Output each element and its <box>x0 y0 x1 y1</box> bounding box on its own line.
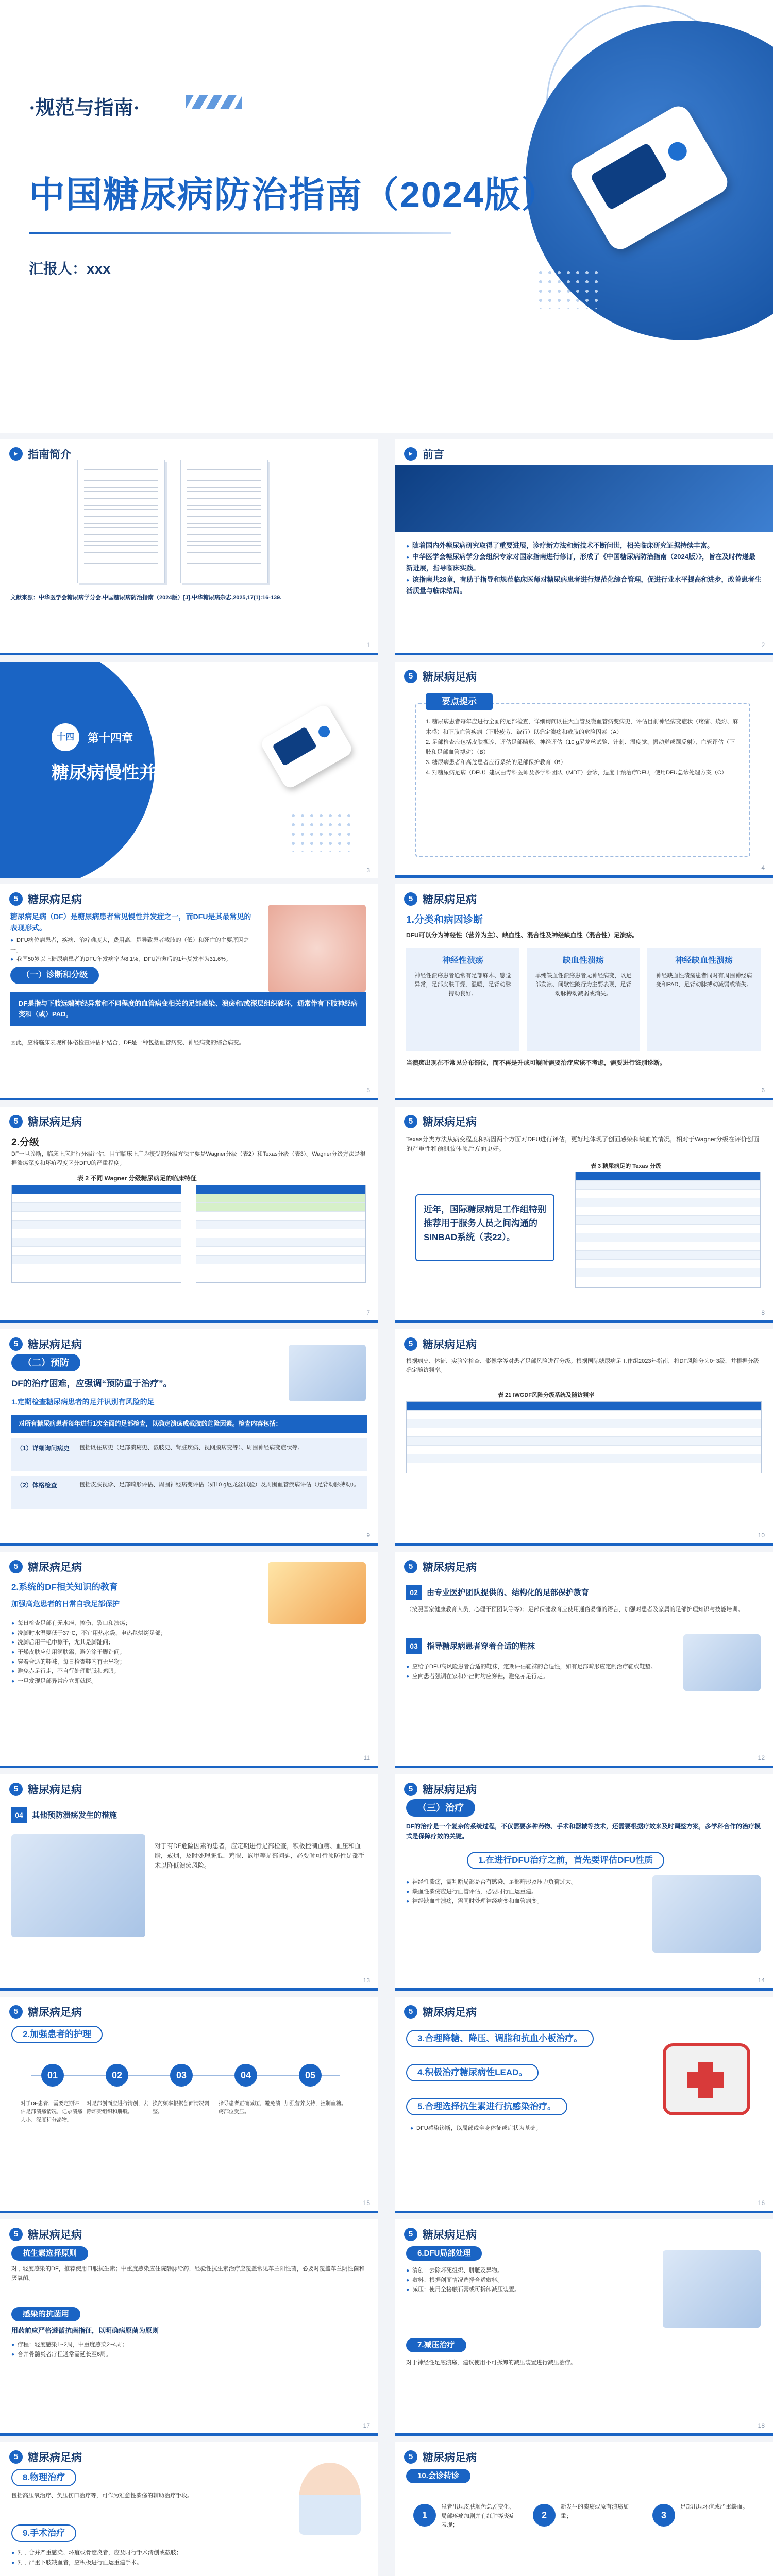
slide-treatment <box>395 1774 773 1991</box>
dot-pattern <box>289 811 350 852</box>
step-desc: 指导患者正确减压，避免溃疡部位受压。 <box>219 2101 280 2115</box>
section-number: 5 <box>9 2228 23 2241</box>
slide-local-treatment <box>395 2219 773 2436</box>
slide-title: 指南简介 <box>28 449 71 461</box>
citation: 文献来源：中华医学会糖尿病学分会.中国糖尿病防治指南（2024版）[J].中华糖尿病杂志,2025,17(1):16-139. <box>10 595 282 601</box>
slide-nursing <box>0 1997 378 2213</box>
page-number: 4 <box>761 864 765 871</box>
page-number: 8 <box>761 1309 765 1316</box>
slide-title: 前言 <box>423 449 444 461</box>
first-aid-kit-icon <box>663 2043 750 2115</box>
check-row <box>11 1438 367 1471</box>
section-pill: 7.减压治疗 <box>406 2338 466 2352</box>
page-number: 11 <box>363 1754 370 1761</box>
surgery-list <box>11 2548 367 2567</box>
section-pill: 10.会诊转诊 <box>406 2469 470 2483</box>
subheading: 1.分类和病因诊断 <box>406 914 483 925</box>
list-item: ● 神经缺血性溃疡，需同时处理神经病变和血管病变。 <box>406 1896 643 1906</box>
list-item: ● 每日检查足部有无水疱、擦伤、裂口和溃疡； <box>11 1619 367 1629</box>
slide-title: 糖尿病足病 <box>28 2229 82 2241</box>
shoe-image <box>683 1634 761 1691</box>
chapter-number-badge: 十四 <box>52 723 79 751</box>
referral-item: 新发生的溃疡或原有溃疡加重； <box>561 2504 629 2519</box>
row-text: 包括皮肤视诊、足部畸形评估、周围神经病变评估（如10 g尼龙丝试验）及周围血管疾病评估（足背动脉搏动）。 <box>79 1482 360 1488</box>
doctor-image <box>11 1834 145 1937</box>
section-pill: （三）治疗 <box>406 1799 475 1817</box>
slide-antibiotics <box>0 2219 378 2436</box>
section-number: 5 <box>404 1560 417 1573</box>
step-pill: 8.物理治疗 <box>11 2469 76 2486</box>
key-points-list <box>426 717 740 778</box>
chapter-title: 糖尿病慢性并发症 <box>52 763 192 783</box>
page-number: 17 <box>363 2422 370 2429</box>
page-number: 3 <box>366 867 370 874</box>
subheading: 1.定期检查糖尿病患者的足并识别有风险的足 <box>11 1398 155 1406</box>
texas-table <box>575 1172 761 1288</box>
slide-chapter <box>0 662 378 878</box>
row-text: 包括既往病史（足部溃疡史、截肢史、肾脏疾病、视网膜病变等）、周围神经病变症状等。 <box>79 1445 304 1451</box>
list-item: 3. 糖尿病患者和高危患者应行系统的足部保护教育（B） <box>426 759 566 766</box>
list-item: ● 洗脚时水温要低于37°C，不宜用热水袋、电热毯烘烤足部； <box>11 1629 367 1638</box>
feet-illustration <box>268 1562 366 1624</box>
type-desc: 神经性溃疡患者通常有足部麻木、感觉异常，足部皮肤干燥、温暖，足背动脉搏动良好。 <box>414 972 511 997</box>
slide-systemic-therapy <box>395 1997 773 2213</box>
slide-title: 糖尿病足病 <box>28 894 82 906</box>
type-card <box>406 948 519 1051</box>
point-title: 其他预防溃疡发生的措施 <box>32 1811 117 1820</box>
step-circle: 01 <box>41 2064 64 2087</box>
title-underline <box>29 232 451 234</box>
step-circle: 04 <box>234 2064 257 2087</box>
slide-key-points <box>395 662 773 878</box>
slide-referral <box>395 2442 773 2576</box>
list-item: ● 疗程：轻度感染1~2周，中重度感染2~4周； <box>11 2340 367 2350</box>
item-number: 3 <box>652 2504 675 2527</box>
step-desc: 对于DF患者，需要定期评估足部溃疡情况，记录溃疡大小、深度和分泌物。 <box>21 2101 82 2123</box>
section-number: ▸ <box>9 447 23 461</box>
banner-image <box>395 465 773 532</box>
section-number: 5 <box>9 892 23 906</box>
page-number: 13 <box>363 1977 370 1984</box>
list-item: ● 应向患者强调在家和外出时均应穿鞋，避免赤足行走。 <box>406 1672 674 1682</box>
step-pill: 5.合理选择抗生素进行抗感染治疗。 <box>406 2098 567 2115</box>
check-row <box>11 1476 367 1509</box>
section-number: 5 <box>404 1783 417 1796</box>
document-page-thumb <box>180 460 268 583</box>
key-points-label: 要点提示 <box>426 693 493 710</box>
type-name: 神经缺血性溃疡 <box>675 956 733 965</box>
stripe-decoration <box>186 95 242 109</box>
cover-tag: ·规范与指南· <box>29 97 140 119</box>
body-text: 根据病史、体征、实验室检查、影像学等对患者足部风险进行分级。根据国际糖尿病足工作组2023年指南，将DF风险分为0~3级，并根据分级确定随访频率。 <box>406 1358 759 1374</box>
page-number: 10 <box>758 1532 765 1539</box>
list-item: ● 合并骨髓炎者疗程通常需延长至6周。 <box>11 2350 367 2360</box>
referral-item: 足部出现坏疽或严重缺血。 <box>680 2504 748 2510</box>
subheading: 2.系统的DF相关知识的教育 <box>11 1582 118 1592</box>
intro-list <box>10 936 253 964</box>
subheading: 2.分级 <box>11 1137 39 1148</box>
dot-pattern <box>536 268 598 309</box>
list-item: ● 对于严重下肢缺血者，应积极进行血运重建手术。 <box>11 2558 367 2568</box>
page-number: 9 <box>366 1532 370 1539</box>
step-pill: 2.加强患者的护理 <box>11 2026 103 2043</box>
slide-title: 糖尿病足病 <box>423 671 477 683</box>
doctor-image <box>652 1875 761 1953</box>
care-list <box>11 1619 367 1686</box>
step-pill: 1.在进行DFU治疗之前，首先要评估DFU性质 <box>467 1852 664 1869</box>
slide-prevention <box>0 1329 378 1546</box>
section-number: 5 <box>404 2005 417 2019</box>
body-text: 对于神经性足底溃疡，建议使用不可拆卸的减压装置进行减压治疗。 <box>406 2360 576 2366</box>
page-number: 16 <box>758 2199 765 2207</box>
cover-slide <box>0 0 773 433</box>
section-number: 5 <box>404 2450 417 2464</box>
list-item: 1. 糖尿病患者每年应进行全面的足部检查，详细询问既往大血管及微血管病变病史，评估目前神经病变症状（疼痛、烧灼、麻木感）和下肢血管疾病（下肢疲劳、跛行）以确定溃疡和截肢的危险因素（A） <box>426 719 738 735</box>
wagner-table <box>11 1185 181 1283</box>
row-label: （1）详细询问病史 <box>16 1445 70 1452</box>
body-text: Texas分类方法从病变程度和病因两个方面对DFU进行评估，更好地体现了创面感染和缺血的情况，相对于Wagner分级在评价创面的严重性和预测肢体预后方面更好。 <box>406 1136 760 1153</box>
section-number: 5 <box>404 892 417 906</box>
list-item: ● 缺血性溃疡应进行血管评估，必要时行血运重建。 <box>406 1887 643 1897</box>
step-desc: 对足部创面应进行清创，去除坏死组织和胼胝。 <box>87 2101 148 2115</box>
slide-title: 糖尿病足病 <box>423 2229 477 2241</box>
slide-title: 糖尿病足病 <box>28 2452 82 2464</box>
slide-title: 糖尿病足病 <box>423 1339 477 1351</box>
chapter-label: 第十四章 <box>88 732 133 744</box>
list-item: ● 一旦发现足部异常应立即就医。 <box>11 1676 367 1686</box>
cover-title: 中国糖尿病防治指南（2024版） <box>29 175 559 215</box>
type-name: 神经性溃疡 <box>442 956 483 965</box>
preface-list <box>406 540 762 597</box>
referral-item: 患者出现皮肤颜色急剧变化、局部疼痛加剧并有红肿等炎症表现； <box>441 2504 515 2529</box>
step-pill: 3.合理降糖、降压、调脂和抗血小板治疗。 <box>406 2030 594 2047</box>
slide-title: 糖尿病足病 <box>423 1116 477 1128</box>
slide-intro <box>0 439 378 655</box>
list-item: ● 干燥皮肤应使用润肤霜，避免涂于脚趾间； <box>11 1648 367 1657</box>
slide-dfu-overview <box>0 884 378 1100</box>
row-label: （2）体格检查 <box>16 1482 57 1489</box>
glucose-meter-icon <box>259 703 355 790</box>
slide-title: 糖尿病足病 <box>28 1116 82 1128</box>
step-badge: 02 <box>406 1585 422 1600</box>
slide-education <box>0 1552 378 1768</box>
slide-classification <box>395 884 773 1100</box>
highlight-box: 近年，国际糖尿病足工作组特别推荐用于服务人员之间沟通的SINBAD系统（表22）。 <box>415 1194 554 1261</box>
slide-other-prevention <box>0 1774 378 1991</box>
course-list <box>11 2340 367 2359</box>
local-list <box>406 2266 643 2295</box>
list-item: 2. 足部检查应包括皮肤视诊、评估足部畸形、神经评估（10 g尼龙丝试验、针刺、温度觉、振动觉或踝反射）、血管评估（下肢和足部血管搏动）（B） <box>426 739 735 756</box>
section-number: 5 <box>404 1115 417 1128</box>
instruction-text: 用药前应严格遵循抗菌指征，以明确病原菌为原则 <box>11 2327 159 2334</box>
assessment-list <box>406 1877 643 1906</box>
point-title: 指导糖尿病患者穿着合适的鞋袜 <box>427 1642 535 1651</box>
slide-title: 糖尿病足病 <box>28 1784 82 1796</box>
point-text: （按照国家健康教育人员，心理干预团队等等）；足部保健教育应使用通俗易懂的语言，加强对患者及家属的足部护理知识与技能培训。 <box>406 1606 744 1613</box>
section-number: 5 <box>404 2228 417 2241</box>
slide-structured-education <box>395 1552 773 1768</box>
section-number: 5 <box>9 1783 23 1796</box>
slide-texas <box>395 1107 773 1323</box>
magnifier-image <box>289 1345 366 1401</box>
slide-preface <box>395 439 773 655</box>
intro-text: 糖尿病足病（DF）是糖尿病患者常见慢性并发症之一，而DFU是其最常见的表现形式。 <box>10 912 251 933</box>
section-number: 5 <box>9 1560 23 1573</box>
list-item: ● 洗脚后用干毛巾擦干，尤其是脚趾间； <box>11 1638 367 1648</box>
section-number: 5 <box>404 670 417 683</box>
dressing-image <box>663 2250 761 2328</box>
section-number: 5 <box>9 1115 23 1128</box>
slide-physical-surgery <box>0 2442 378 2576</box>
lead-text: DF的治疗困难，应强调“预防重于治疗”。 <box>11 1379 172 1388</box>
page-number: 12 <box>758 1754 765 1761</box>
body-text: DF一旦诊断，临床上应进行分级评估，目前临床上广为接受的分级方法主要是Wagner分级（表2）和Texas分级（表3）。Wagner分级方法是根据溃疡深度和坏疽程度区分DFU的严重程度。 <box>11 1151 366 1166</box>
list-item: ● 清创：去除坏死组织、胼胝及异物。 <box>406 2266 643 2276</box>
list-item: ● DFU病位病患者，疾病、治疗难度大，费用高，是导致患者截肢的（低）和死亡的主要原因之一。 <box>10 936 253 955</box>
lead-text: DF的治疗是一个复杂的系统过程，不仅需要多种药物、手术和器械等技术，还需要根据疗效来及时调整方案，多学科合作的治疗模式是保障疗效的关键。 <box>406 1823 761 1840</box>
list-item: ● 神经性溃疡，需判断局部是否有感染、足部畸形及压力负荷过大。 <box>406 1877 643 1887</box>
texas-table-preview <box>196 1185 366 1283</box>
section-pill: 抗生素选择原则 <box>11 2246 88 2261</box>
slide-grading <box>0 1107 378 1323</box>
section-number: 5 <box>404 1337 417 1351</box>
infection-note <box>410 2124 637 2133</box>
note-text: 因此，应将临床表现和体格检查评估相结合，DF是一种包括血管病变、神经病变的综合病变。 <box>10 1040 245 1046</box>
step-circle: 03 <box>170 2064 193 2087</box>
section-number: ▸ <box>404 447 417 461</box>
list-item: ● 敷料：根据创面情况选择合适敷料。 <box>406 2276 643 2285</box>
table-caption: 表 2 不同 Wagner 分级糖尿病足的临床特征 <box>77 1175 197 1182</box>
slide-title: 糖尿病足病 <box>28 1339 82 1351</box>
section-pill: （一）诊断和分级 <box>10 967 99 984</box>
list-item: ● 对于合并严重感染、坏疽或骨髓炎者，应及时行手术清创或截肢； <box>11 2548 367 2558</box>
type-card <box>647 948 761 1051</box>
foot-illustration <box>268 905 366 992</box>
item-number: 1 <box>413 2504 436 2527</box>
instruction-bar: 对所有糖尿病患者每年进行1次全面的足部检查，以确定溃疡或截肢的危险因素。检查内容包括： <box>11 1415 367 1433</box>
conclusion-text: 当溃疡出现在不常见分布部位，而不再是升或可疑时需要治疗应该不考虑，需要进行鉴别诊断。 <box>406 1059 666 1066</box>
slide-title: 糖尿病足病 <box>423 1784 477 1796</box>
slide-risk-grading <box>395 1329 773 1546</box>
body-text: 对于有DF危险因素的患者，应定期进行足部检查，积极控制血糖、血压和血脂，戒烟，及时处理胼胝、鸡眼、嵌甲等足部问题，必要时可行预防性足部手术以降低溃疡风险。 <box>155 1842 365 1870</box>
step-desc: 换药频率根据创面情况调整。 <box>153 2101 209 2115</box>
page-number: 1 <box>366 641 370 649</box>
body-text: 包括高压氧治疗、负压伤口治疗等，可作为难愈性溃疡的辅助治疗手段。 <box>11 2493 193 2499</box>
slide-title: 糖尿病足病 <box>423 2007 477 2019</box>
slide-title: 糖尿病足病 <box>28 1562 82 1573</box>
page-number: 6 <box>761 1087 765 1094</box>
type-desc: 单纯缺血性溃疡患者无神经病变，以足部发凉、间歇性跛行为主要表现，足背动脉搏动减弱或消失。 <box>535 972 632 997</box>
page-number: 15 <box>363 2199 370 2207</box>
step-badge: 03 <box>406 1638 422 1654</box>
nurse-illustration <box>299 2463 361 2535</box>
section-pill: 感染的抗菌用 <box>11 2307 80 2321</box>
list-item: ● 该指南共28章，有助于指导和规范临床医师对糖尿病患者进行规范化综合管理，促进行业水平提高和进步，改善患者生活质量与临床结局。 <box>406 574 762 597</box>
slide-title: 糖尿病足病 <box>423 894 477 906</box>
section-number: 5 <box>9 2005 23 2019</box>
point-title: 加强高危患者的日常自我足部保护 <box>11 1600 120 1608</box>
slide-title: 糖尿病足病 <box>423 2452 477 2464</box>
page-number: 14 <box>758 1977 765 1984</box>
type-desc: 神经缺血性溃疡患者同时有周围神经病变和PAD，足背动脉搏动减弱或消失。 <box>656 972 752 988</box>
slide-title: 糖尿病足病 <box>28 2007 82 2019</box>
point-title: 由专业医护团队提供的、结构化的足部保护教育 <box>427 1588 590 1597</box>
slide-title: 糖尿病足病 <box>423 1562 477 1573</box>
list-item: 4. 对糖尿病足病（DFU）建议由专科医师及多学科团队（MDT）会诊，适度干预治疗DFU，使用DFU急诊处理方案（C） <box>426 769 727 776</box>
item-number: 2 <box>533 2504 556 2527</box>
page-number: 2 <box>761 641 765 649</box>
step-pill: 9.手术治疗 <box>11 2524 76 2542</box>
step-badge: 04 <box>11 1807 27 1823</box>
step-circle: 02 <box>106 2064 128 2087</box>
document-page-thumb <box>77 460 165 583</box>
step-desc: 加强营养支持，控制血糖。 <box>284 2101 346 2107</box>
list-item: ● 减压：使用全接触石膏或可拆卸减压装置。 <box>406 2285 643 2295</box>
table-caption: 表 21 IWGDF风险分级系统及随访频率 <box>498 1392 595 1398</box>
page-number: 5 <box>366 1087 370 1094</box>
list-item: ● DFU感染诊断，以局部或全身体征或症状为基础。 <box>410 2124 637 2133</box>
definition-box: DF是指与下肢远端神经异常和不同程度的血管病变相关的足部感染、溃疡和/或深层组织破坏，通常伴有下肢神经病变和（或）PAD。 <box>10 992 366 1026</box>
section-pill: （二）预防 <box>11 1354 80 1371</box>
type-name: 缺血性溃疡 <box>562 956 604 965</box>
page-number: 18 <box>758 2422 765 2429</box>
step-circle: 05 <box>299 2064 322 2087</box>
list-item: ● 应给予DFU高风险患者合适的鞋袜，定期评估鞋袜的合适性，如有足部畸形应定制治疗鞋或鞋垫。 <box>406 1662 674 1672</box>
cover-reporter: 汇报人：xxx <box>29 261 111 277</box>
risk-table <box>406 1401 762 1473</box>
list-item: ● 随着国内外糖尿病研究取得了重要进展，诊疗新方法和新技术不断问世，相关临床研究证据持续丰富。 <box>406 540 762 551</box>
type-card <box>527 948 640 1051</box>
lead-text: DFU可以分为神经性（营养为主）、缺血性、混合性及神经缺血性（混合性）足溃疡。 <box>406 931 638 939</box>
section-pill: 6.DFU局部处理 <box>406 2246 482 2261</box>
list-item: ● 穿着合适的鞋袜，每日检查鞋内有无异物； <box>11 1657 367 1667</box>
list-item: ● 我国50岁以上糖尿病患者的DFU年发病率为8.1%，DFU治愈后的1年复发率为31.6%。 <box>10 955 253 964</box>
list-item: ● 中华医学会糖尿病学分会组织专家对国家指南进行修订，形成了《中国糖尿病防治指南（2024版）》，旨在及时传递最新进展，指导临床实践。 <box>406 551 762 574</box>
page-number: 7 <box>366 1309 370 1316</box>
section-number: 5 <box>9 2450 23 2464</box>
step-pill: 4.积极治疗糖尿病性LEAD。 <box>406 2064 539 2081</box>
table-caption: 表 3 糖尿病足的 Texas 分级 <box>591 1163 661 1170</box>
section-number: 5 <box>9 1337 23 1351</box>
list-item: ● 避免赤足行走，不自行处理胼胝和鸡眼； <box>11 1667 367 1676</box>
body-text: 对于轻度感染的DF，推荐使用口服抗生素；中重度感染应住院静脉给药，经验性抗生素治疗应覆盖常见革兰阳性菌，必要时覆盖革兰阴性菌和厌氧菌。 <box>11 2266 365 2281</box>
shoe-list <box>406 1662 674 1681</box>
